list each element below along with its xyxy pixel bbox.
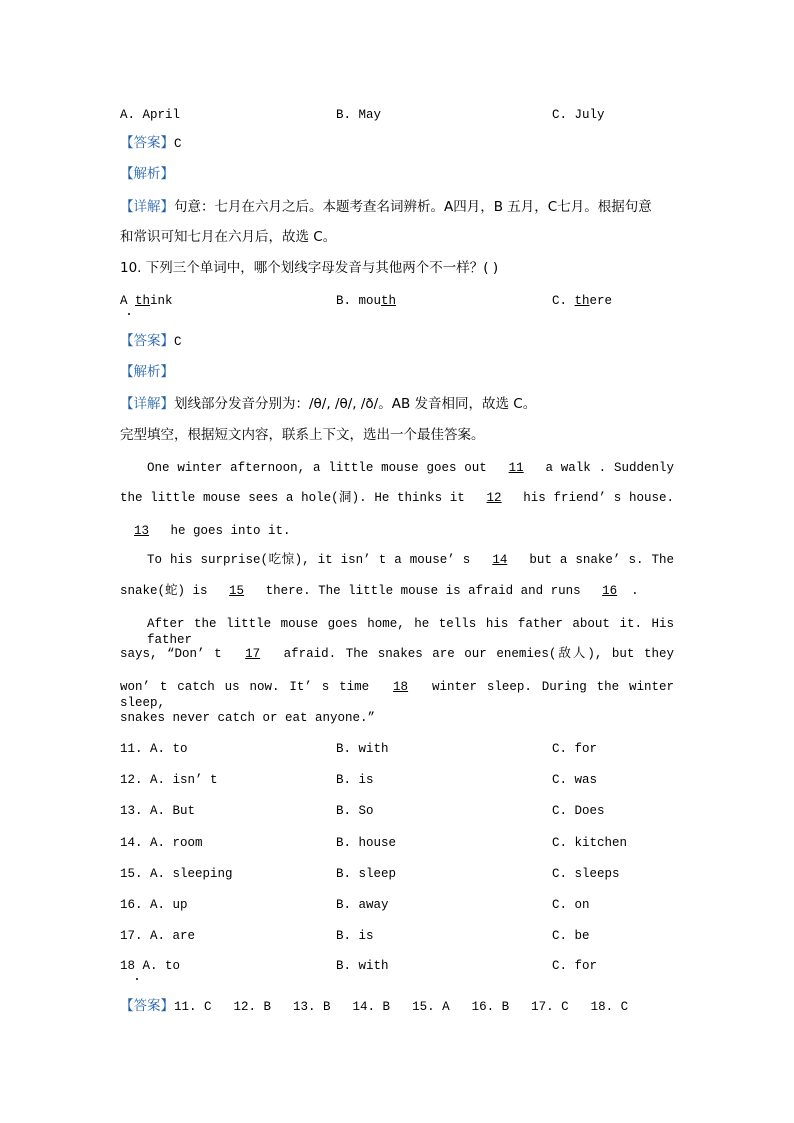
cloze-p1-line3: 13 he goes into it. bbox=[120, 523, 674, 539]
choice-row-16: 16. A. up B. away C. on bbox=[120, 898, 590, 912]
cloze-answers: 【答案】11. C 12. B 13. B 14. B 15. A 16. B 17. C 18. C bbox=[120, 998, 629, 1014]
cloze-p1-line1: One winter afternoon, a little mouse goes out 11 a walk . Suddenly bbox=[147, 461, 674, 475]
choice-row-12: 12. A. isn’ t B. is C. was bbox=[120, 773, 598, 787]
cloze-p3-line4: snakes never catch or eat anyone.” bbox=[120, 711, 376, 725]
cloze-p2-line1: To his surprise(吃惊), it isn’ t a mouse’ s 14 but a snake’ s. The bbox=[147, 553, 674, 567]
blank-15: 15 bbox=[229, 584, 245, 598]
q10-options bbox=[0, 293, 794, 309]
cloze-p3-line3: won’ t catch us now. It’ s time 18 winter sleep. During the winter sleep, bbox=[120, 680, 674, 710]
cloze-p3-line1: After the little mouse goes home, he tells his father about it. His father bbox=[147, 617, 674, 647]
q9-detail-line2: 和常识可知七月在六月后，故选 C。 bbox=[120, 229, 337, 245]
q10-question: 10. 下列三个单词中，哪个划线字母发音与其他两个不一样？( ) bbox=[120, 260, 499, 276]
q10-option-c: C. there bbox=[552, 294, 613, 308]
cloze-instruction: 完型填空，根据短文内容，联系上下文，选出一个最佳答案。 bbox=[120, 427, 485, 443]
blank-16: 16 bbox=[602, 584, 618, 598]
emphasis-dot bbox=[128, 313, 130, 315]
choice-row-14: 14. A. room B. house C. kitchen bbox=[120, 836, 628, 850]
emphasis-dot bbox=[136, 978, 138, 980]
q10-answer: 【答案】C bbox=[120, 333, 182, 349]
q10-option-b: B. mouth bbox=[336, 294, 397, 308]
cloze-p3-line2: says, “Don’ t 17 afraid. The snakes are our enemies(敌人), but they bbox=[120, 647, 674, 661]
q9-option-c: C. July bbox=[552, 108, 605, 122]
blank-13: 13 bbox=[134, 524, 150, 538]
blank-18: 18 bbox=[393, 680, 409, 694]
choice-row-18: 18 A. to B. with C. for bbox=[120, 959, 598, 973]
q9-answer: 【答案】C bbox=[120, 135, 182, 151]
choice-row-17: 17. A. are B. is C. be bbox=[120, 929, 590, 943]
q10-analysis-label: 【解析】 bbox=[120, 364, 174, 380]
cloze-p2-line2: snake(蛇) is 15 there. The little mouse is afraid and runs 16 . bbox=[120, 584, 639, 598]
q9-options bbox=[0, 107, 794, 123]
cloze-p1-line2: the little mouse sees a hole(洞). He thinks it 12 his friend’ s house. bbox=[120, 491, 674, 505]
blank-14: 14 bbox=[492, 553, 508, 567]
q10-detail: 【详解】划线部分发音分别为：/θ/, /θ/, /ð/。AB 发音相同，故选 C。 bbox=[120, 396, 537, 412]
choice-row-13: 13. A. But B. So C. Does bbox=[120, 804, 605, 818]
blank-17: 17 bbox=[245, 647, 261, 661]
q9-option-a: A. April bbox=[120, 108, 181, 122]
choice-row-11: 11. A. to B. with C. for bbox=[120, 742, 598, 756]
q9-analysis-label: 【解析】 bbox=[120, 166, 174, 182]
blank-12: 12 bbox=[486, 491, 502, 505]
q10-option-a: A think bbox=[120, 294, 173, 308]
choice-row-15: 15. A. sleeping B. sleep C. sleeps bbox=[120, 867, 620, 881]
q9-detail-line1: 【详解】句意：七月在六月之后。本题考查名词辨析。A四月，B 五月，C七月。根据句意 bbox=[120, 199, 652, 215]
q9-option-b: B. May bbox=[336, 108, 382, 122]
blank-11: 11 bbox=[508, 461, 524, 475]
